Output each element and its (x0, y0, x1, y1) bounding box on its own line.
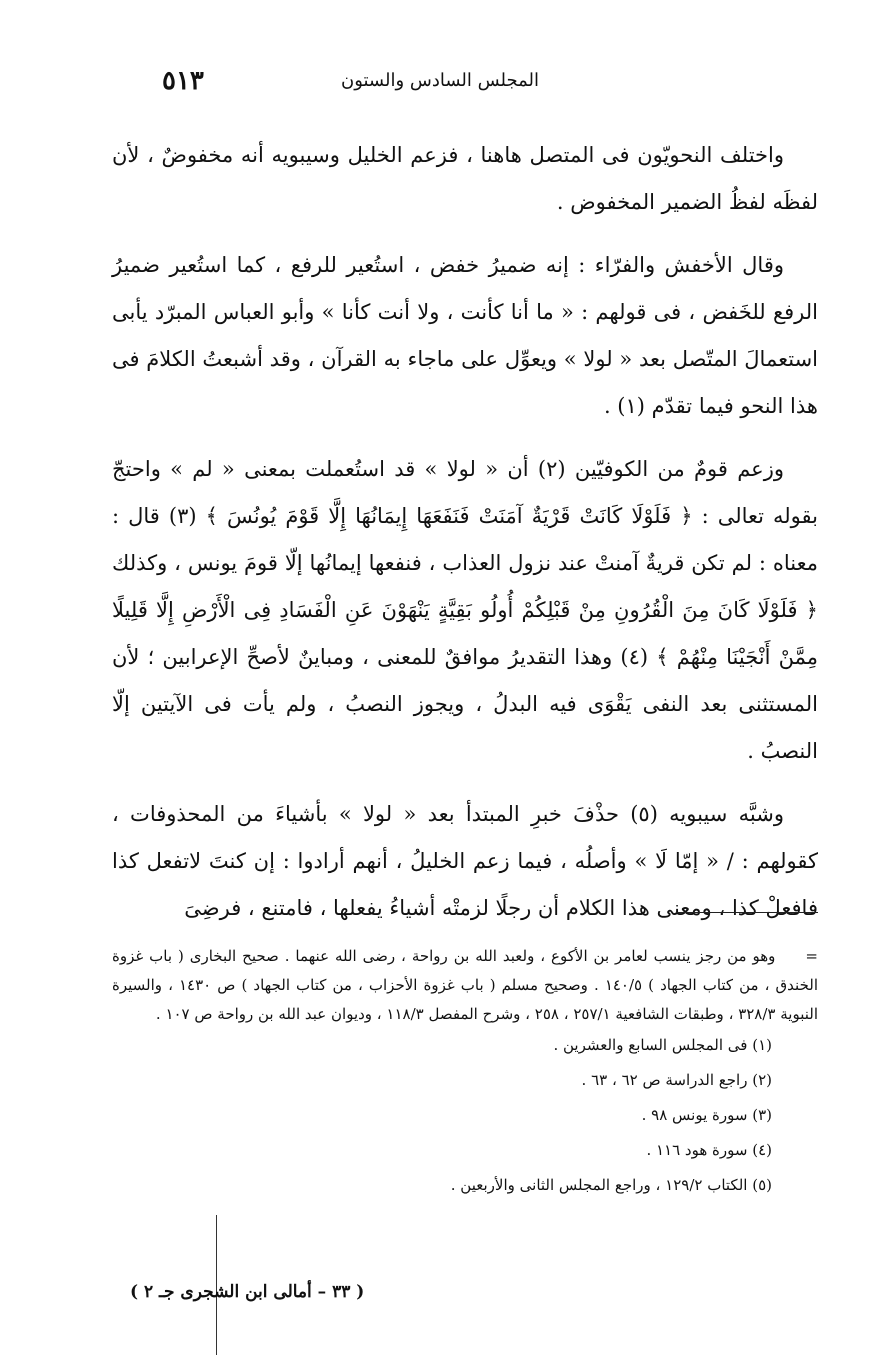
footnote: (٥) الكتاب ١٢٩/٢ ، وراجع المجلس الثانى والأربعين . (450, 1176, 772, 1194)
paragraph: وقال الأخفش والفرّاء : إنه ضميرُ خفض ، استُعير للرفع ، كما استُعير ضميرُ الرفع للخَفض ، فى قولهم : « ما أنا كأنت ، ولا أنت كأنا » وأبو العباس المبرّد يأبى استعمالَ المتّصل بعد « لولا » ويعوِّل على ماجاء به القرآن ، وقد أشبعتُ الكلامَ فى هذا النحو فيما تقدّم (١) . (112, 253, 818, 418)
main-text (112, 132, 818, 948)
footnote: (٣) سورة يونس ٩٨ . (641, 1106, 772, 1124)
paragraph: وشبَّه سيبويه (٥) حذْفَ خبرِ المبتدأ بعد « لولا » بأشياءَ من المحذوفات ، كقولهم : / « إمّا لَا » وأصلُه ، فيما زعم الخليلُ ، أنهم أرادوا : إن كنتَ لاتفعل كذا فافعلْ كذا ، ومعنى هذا الكلام أن رجلًا لزمتْه أشياءُ يفعلها ، فامتنع ، فرضِىَ (112, 802, 818, 920)
paragraph: واختلف النحويّون فى المتصل هاهنا ، فزعم الخليل وسيبويه أنه مخفوضٌ ، لأن لفظَه لفظُ الضمير المخفوض . (112, 143, 818, 214)
page-number: ٥١٣ (162, 66, 204, 96)
running-title: المجلس السادس والستون (340, 70, 540, 91)
footnote-continued-text: وهو من رجز ينسب لعامر بن الأكوع ، ولعبد الله بن رواحة ، رضى الله عنهما . صحيح البخارى ( باب غزوة الخندق ، من كتاب الجهاد ) ١٤٠/٥ . وصحيح مسلم ( باب غزوة الأحزاب ، من كتاب الجهاد ) ص ١٤٣٠ ، والسيرة النبوية ٣٢٨/٣ ، وطبقات الشافعية ٢٥٧/١ ، ٢٥٨ ، وشرح المفصل ١١٨/٣ ، وديوان عبد الله بن رواحة ص ١٠٧ . (112, 947, 819, 1023)
footnote: (٤) سورة هود ١١٦ . (646, 1141, 772, 1159)
printer-signature: ( ٣٣ – أمالى ابن الشجرى جـ ٢ ) (130, 1282, 365, 1302)
paragraph: وزعم قومٌ من الكوفيّين (٢) أن « لولا » قد استُعملت بمعنى « لم » واحتجّ بقوله تعالى : ﴿ فَلَوْلَا كَانَتْ قَرْيَةٌ آمَنَتْ فَنَفَعَهَا إِيمَانُهَا إِلَّا قَوْمَ يُونُسَ ﴾ (٣) قال : معناه : لم تكن قريةٌ آمنتْ عند نزول العذاب ، فنفعها إيمانُها إلّا قومَ يونس ، وكذلك ﴿ فَلَوْلَا كَانَ مِنَ الْقُرُونِ مِنْ قَبْلِكُمْ أُولُو بَقِيَّةٍ يَنْهَوْنَ عَنِ الْفَسَادِ فِى الْأَرْضِ إِلَّا قَلِيلًا مِمَّنْ أَنْجَيْنَا مِنْهُمْ ﴾ (٤) وهذا التقديرُ موافقٌ للمعنى ، ومباينٌ لأصحِّ الإعرابين ؛ لأن المستثنى بعد النفى يَقْوَى فيه البدلُ ، ويجوز النصبُ ، ولم يأت فى الآيتين إلّا النصبُ . (112, 457, 818, 763)
footnote: (٢) راجع الدراسة ص ٦٢ ، ٦٣ . (581, 1071, 772, 1089)
footnote-continued (112, 942, 818, 1029)
footnote-divider (676, 912, 818, 913)
footnotes (112, 942, 818, 1206)
footnote-list (112, 1031, 818, 1200)
continuation-marker: = (805, 947, 818, 965)
footnote: (١) فى المجلس السابع والعشرين . (553, 1036, 772, 1054)
